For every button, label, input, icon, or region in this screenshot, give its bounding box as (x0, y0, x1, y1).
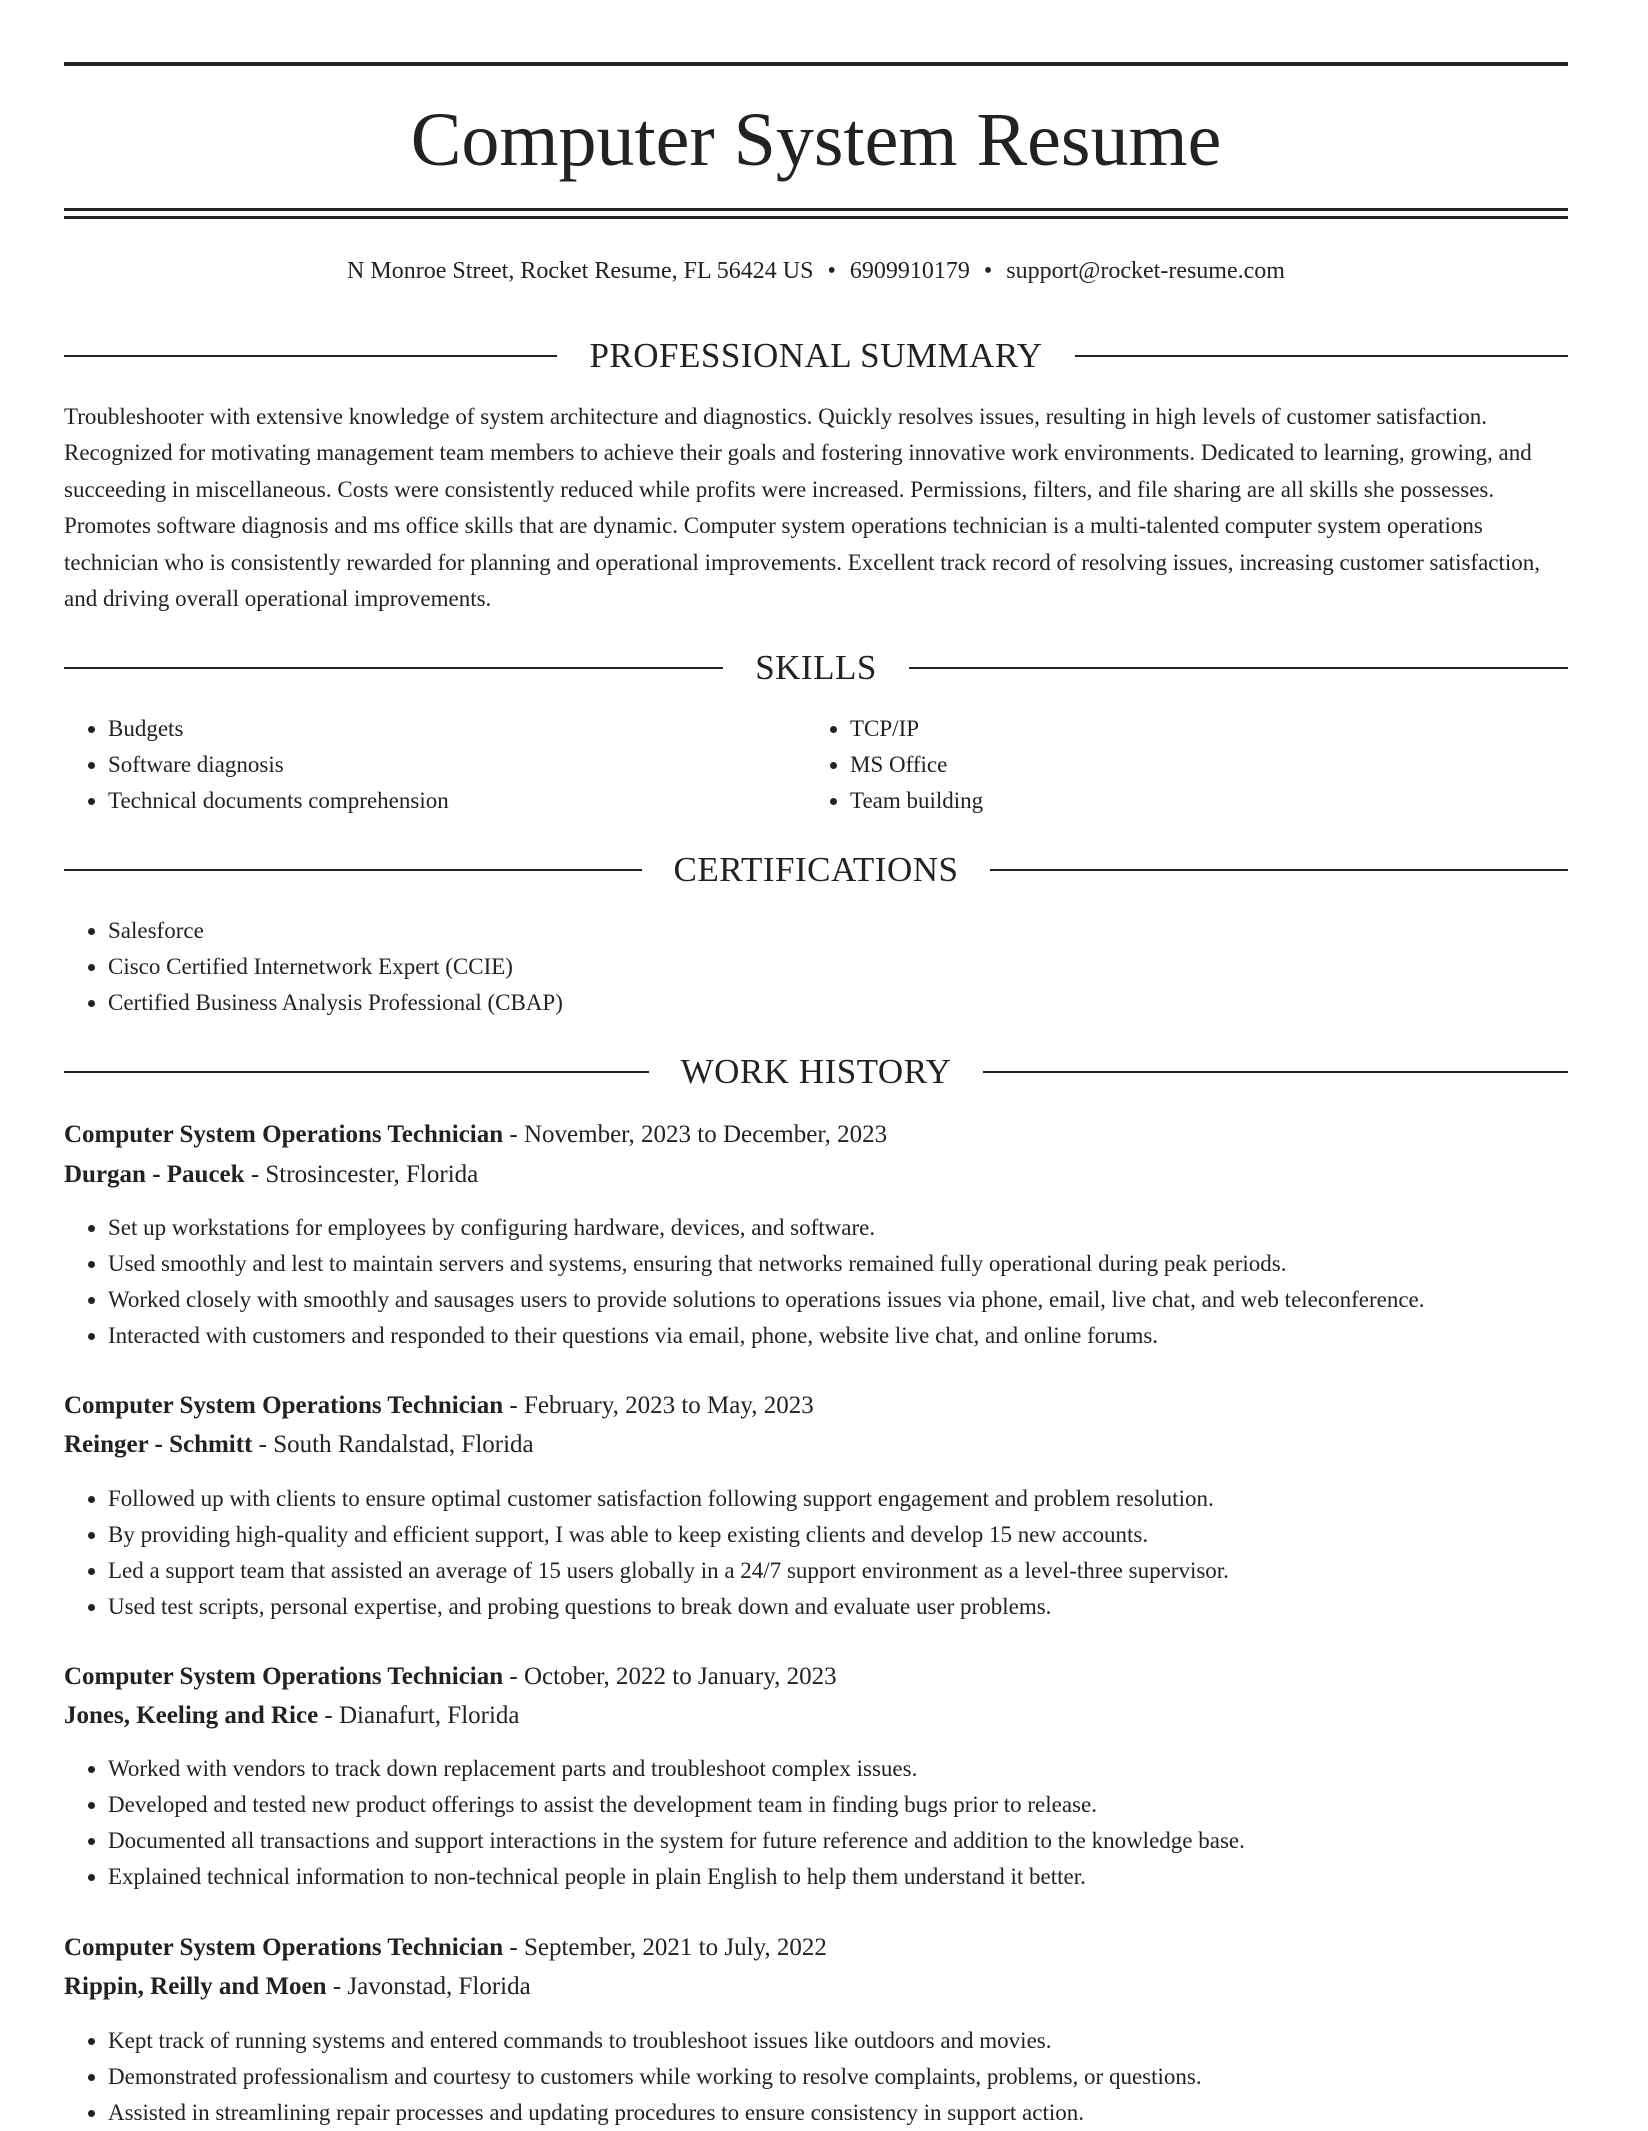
job-company-line: Durgan - Paucek - Strosincester, Florida (64, 1161, 479, 1188)
title-double-rule-upper (64, 208, 1568, 211)
job-role: Computer System Operations Technician (64, 1663, 504, 1690)
job-company: Durgan - Paucek (64, 1161, 245, 1188)
section-title-certifications: CERTIFICATIONS (673, 850, 959, 889)
contact-email[interactable]: support@rocket-resume.com (1006, 258, 1285, 284)
job-bullet: • By providing high-quality and efficient support, I was able to keep existing clients and develop 15 new accounts. (108, 1517, 1648, 1553)
job-role: Computer System Operations Technician (64, 1392, 504, 1419)
skills-list-right (806, 711, 983, 819)
job-bullet: • Worked closely with smoothly and sausages users to provide solutions to operations issues via phone, email, live chat, and web teleconference. (108, 1282, 1648, 1318)
job-role: Computer System Operations Technician (64, 1934, 504, 1961)
summary-text: Troubleshooter with extensive knowledge of system architecture and diagnostics. Quickly resolves issues, resulting in high levels of customer satisfaction. Recognized for motivating management team members to achieve their goals and fostering innovative work environments. Dedicated to learning, growing, and succeeding in miscellaneous. Costs were consistently reduced while profits were increased. Permissions, filters, and file sharing are all skills she possesses. Promotes software diagnosis and ms office skills that are dynamic. Computer system operations technician is a multi-talented computer system operations technician who is consistently rewarded for planning and operational improvements. Excellent track record of resolving issues, increasing customer satisfaction, and driving overall operational improvements. (64, 404, 1541, 612)
job-bullet: • Assisted in streamlining repair processes and updating procedures to ensure consistency in support action. (108, 2095, 1648, 2131)
resume-title: Computer System Resume (410, 98, 1222, 182)
job-role-line: Computer System Operations Technician - September, 2021 to July, 2022 (64, 1934, 827, 1961)
contact-separator: • (983, 258, 993, 284)
job-bullet: • Developed and tested new product offerings to assist the development team in finding bugs prior to release. (108, 1787, 1648, 1823)
title-double-rule-lower (64, 216, 1568, 219)
contact-phone: 6909910179 (849, 258, 970, 284)
job-company-line: Reinger - Schmitt - South Randalstad, Florida (64, 1431, 534, 1458)
section-title-summary: PROFESSIONAL SUMMARY (589, 336, 1043, 375)
certifications-list (64, 913, 563, 1021)
certification-item: • Salesforce (108, 913, 563, 949)
top-rule (64, 62, 1568, 66)
section-rule (64, 667, 723, 669)
job-bullet: • Led a support team that assisted an average of 15 users globally in a 24/7 support environment as a level-three supervisor. (108, 1553, 1648, 1589)
section-header-skills (64, 646, 1568, 690)
job-location: Strosincester, Florida (265, 1161, 479, 1188)
section-header-work-history (64, 1050, 1568, 1094)
skill-item: • Budgets (108, 711, 449, 747)
job-company: Rippin, Reilly and Moen (64, 1973, 327, 2000)
job-bullet: • Explained technical information to non-technical people in plain English to help them understand it better. (108, 1859, 1648, 1895)
contact-address: N Monroe Street, Rocket Resume, FL 56424 US (347, 258, 814, 284)
job-bullet: • Used smoothly and lest to maintain servers and systems, ensuring that networks remained fully operational during peak periods. (108, 1246, 1648, 1282)
section-rule (990, 869, 1568, 871)
section-rule (64, 1071, 649, 1073)
job-dates: November, 2023 to December, 2023 (523, 1121, 888, 1148)
section-rule (64, 355, 557, 357)
job-bullet: • Set up workstations for employees by configuring hardware, devices, and software. (108, 1210, 1648, 1246)
job-company: Jones, Keeling and Rice (64, 1702, 319, 1729)
job-bullet: • Used test scripts, personal expertise, and probing questions to break down and evaluate user problems. (108, 1589, 1648, 1625)
certification-item: • Certified Business Analysis Professional (CBAP) (108, 985, 563, 1021)
contact-separator: • (827, 258, 836, 284)
contact-line (0, 254, 1632, 288)
job-bullet: • Followed up with clients to ensure optimal customer satisfaction following support engagement and problem resolution. (108, 1481, 1648, 1517)
job-bullets (64, 1210, 1648, 1354)
job-bullets (64, 2023, 1648, 2131)
job-role-line: Computer System Operations Technician - February, 2023 to May, 2023 (64, 1392, 814, 1419)
job-role-line: Computer System Operations Technician - October, 2022 to January, 2023 (64, 1663, 837, 1690)
job-bullet: • Documented all transactions and support interactions in the system for future reference and addition to the knowledge base. (108, 1823, 1648, 1859)
section-header-summary (64, 334, 1568, 378)
section-title-skills: SKILLS (755, 648, 877, 687)
job-bullet: • Interacted with customers and responded to their questions via email, phone, website live chat, and online forums. (108, 1318, 1648, 1354)
job-company-line: Rippin, Reilly and Moen - Javonstad, Florida (64, 1973, 531, 2000)
section-title-work-history: WORK HISTORY (680, 1052, 952, 1091)
skill-item: • TCP/IP (850, 711, 983, 747)
certification-item: • Cisco Certified Internetwork Expert (CCIE) (108, 949, 563, 985)
job-dates: October, 2022 to January, 2023 (523, 1663, 837, 1690)
job-company-line: Jones, Keeling and Rice - Dianafurt, Florida (64, 1702, 520, 1729)
job-location: Dianafurt, Florida (339, 1702, 520, 1729)
job-bullets (64, 1751, 1648, 1895)
job-role-line: Computer System Operations Technician - November, 2023 to December, 2023 (64, 1121, 888, 1148)
job-location: South Randalstad, Florida (273, 1431, 534, 1458)
job-bullet: • Demonstrated professionalism and courtesy to customers while working to resolve complaints, problems, or questions. (108, 2059, 1648, 2095)
job-company: Reinger - Schmitt (64, 1431, 253, 1458)
skill-item: • Team building (850, 783, 983, 819)
skill-item: • Technical documents comprehension (108, 783, 449, 819)
section-rule (983, 1071, 1568, 1073)
job-bullet: • Worked with vendors to track down replacement parts and troubleshoot complex issues. (108, 1751, 1648, 1787)
section-rule (909, 667, 1568, 669)
skills-list-left (64, 711, 449, 819)
job-location: Javonstad, Florida (347, 1973, 531, 2000)
section-header-certifications (64, 848, 1568, 892)
section-rule (1075, 355, 1568, 357)
skill-item: • MS Office (850, 747, 983, 783)
job-bullet: • Kept track of running systems and entered commands to troubleshoot issues like outdoors and movies. (108, 2023, 1648, 2059)
section-rule (64, 869, 642, 871)
skill-item: • Software diagnosis (108, 747, 449, 783)
job-bullets (64, 1481, 1648, 1625)
job-role: Computer System Operations Technician (64, 1121, 504, 1148)
job-dates: February, 2023 to May, 2023 (523, 1392, 814, 1419)
job-dates: September, 2021 to July, 2022 (523, 1934, 827, 1961)
